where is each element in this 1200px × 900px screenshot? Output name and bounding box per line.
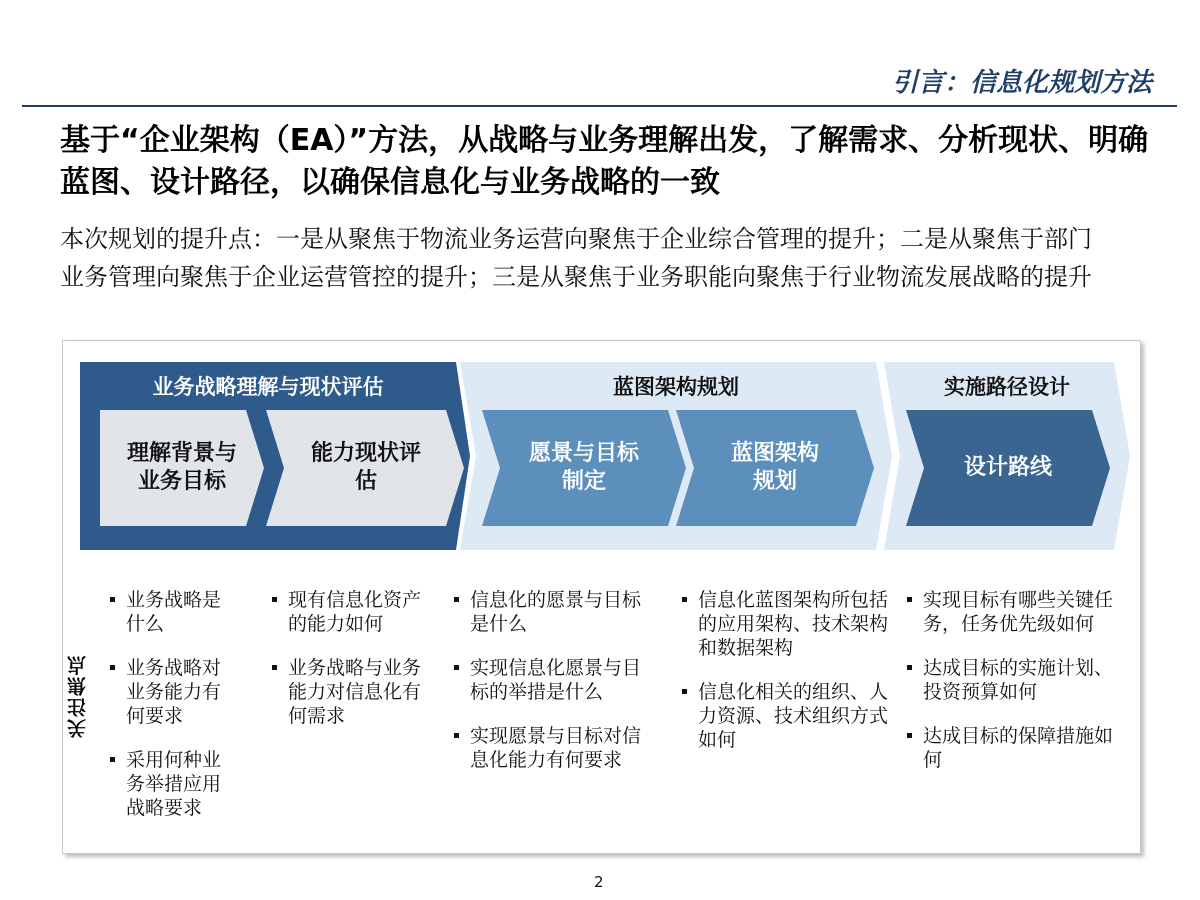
step-4-label: 蓝图架构 规划	[730, 441, 819, 494]
focus-column-3	[454, 588, 659, 792]
list-item: 业务战略是什么	[110, 588, 238, 636]
focus-label: 关注焦点	[67, 654, 89, 738]
focus-column-1	[110, 588, 238, 840]
headline: 基于“企业架构（EA）”方法，从战略与业务理解出发，了解需求、分析现状、明确蓝图、设计路径，以确保信息化与业务战略的一致	[60, 123, 1149, 200]
focus-column-5	[907, 588, 1127, 792]
intro-text: 本次规划的提升点：一是从聚焦于物流业务运营向聚焦于企业综合管理的提升；二是从聚焦于部门业务管理向聚焦于企业运营管控的提升；三是从聚焦于业务职能向聚焦于行业物流发展战略的提升	[60, 225, 1092, 291]
list-item: 信息化蓝图架构所包括的应用架构、技术架构和数据架构	[682, 588, 902, 660]
list-item: 现有信息化资产的能力如何	[272, 588, 422, 636]
step-1-label: 理解背景与 业务目标	[126, 441, 237, 494]
phase-2-label: 蓝图架构规划	[613, 375, 739, 399]
list-item: 采用何种业务举措应用战略要求	[110, 748, 238, 820]
list-item: 信息化的愿景与目标是什么	[454, 588, 659, 636]
list-item: 业务战略对业务能力有何要求	[110, 656, 238, 728]
step-3-label: 愿景与目标 制定	[528, 441, 639, 494]
list-item: 信息化相关的组织、人力资源、技术组织方式如何	[682, 680, 902, 752]
header-title: 引言：信息化规划方法	[891, 68, 1152, 98]
list-item: 达成目标的实施计划、投资预算如何	[907, 656, 1127, 704]
page-number: 2	[594, 873, 604, 891]
phase-1-label: 业务战略理解与现状评估	[152, 375, 384, 399]
step-5-label: 设计路线	[963, 455, 1052, 480]
list-item: 实现信息化愿景与目标的举措是什么	[454, 656, 659, 704]
list-item: 实现目标有哪些关键任务，任务优先级如何	[907, 588, 1127, 636]
list-item: 业务战略与业务能力对信息化有何需求	[272, 656, 422, 728]
focus-column-2	[272, 588, 422, 748]
phase-3-label: 实施路径设计	[944, 375, 1070, 399]
step-2-label: 能力现状评 估	[310, 441, 421, 494]
list-item: 实现愿景与目标对信息化能力有何要求	[454, 724, 659, 772]
list-item: 达成目标的保障措施如何	[907, 724, 1127, 772]
focus-column-4	[682, 588, 902, 772]
